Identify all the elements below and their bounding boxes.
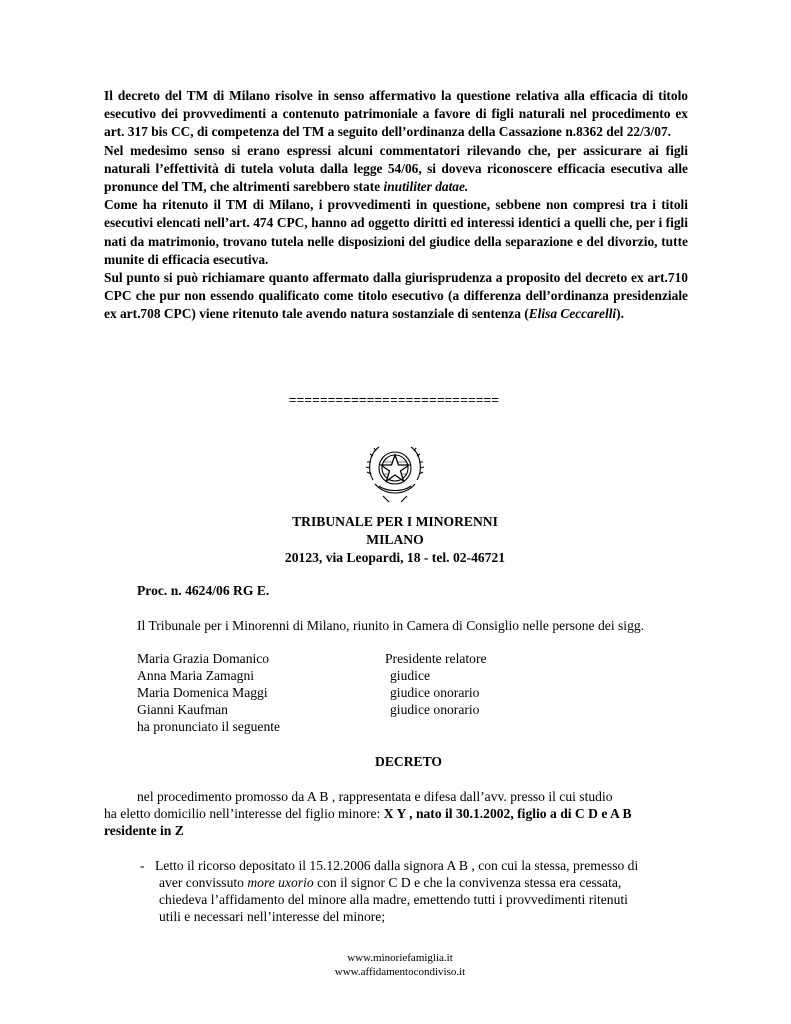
- minor-details: X Y , nato il 30.1.2002, figlio a di C D e A B: [383, 806, 632, 821]
- judge-name: Maria Grazia Domanico: [137, 651, 270, 666]
- bullet-line-2a: aver convissuto: [159, 875, 248, 890]
- court-address: 20123, via Leopardi, 18 - tel. 02-46721: [284, 550, 506, 565]
- italian-republic-emblem-icon: [365, 440, 425, 506]
- commentary-p2: Nel medesimo senso si erano espressi alcuni commentatori rilevando che, per assicurare ai figli naturali l’effettività di tutela voluta dalla legge 54/06, si doveva riconoscere efficacia esecutiva alle pronunce del TM, che altrimenti sarebbero state: [104, 142, 688, 195]
- judge-name: Maria Domenica Maggi: [137, 685, 268, 700]
- bullet-line-1: Letto il ricorso depositato il 15.12.2006 dalla signora A B , con cui la stessa, premesso di: [155, 858, 639, 873]
- commentary-p1: Il decreto del TM di Milano risolve in senso affermativo la questione relativa alla efficacia di titolo esecutivo dei provvedimenti a contenuto patrimoniale a favore di figli naturali nel procedimento ex art. 317 bis CC, di competenza del TM a seguito dell’ordinanza della Cassazione n.8362 del 22/3/07.: [104, 88, 688, 140]
- commentary: [104, 87, 688, 324]
- judge-role: giudice onorario: [390, 702, 480, 717]
- proceeding-line-2: [104, 806, 632, 822]
- judge-name: Gianni Kaufman: [137, 702, 228, 717]
- pronounced-line: ha pronunciato il seguente: [137, 719, 281, 734]
- commentary-p4: Sul punto si può richiamare quanto affermato dalla giurisprudenza a proposito del decreto ex art.710 CPC che pur non essendo qualificato come titolo esecutivo (a differenza dell’ordinanza presidenziale ex art.708 CPC) viene ritenuto tale avendo natura sostanziale di sentenza (: [104, 270, 688, 322]
- page-footer: [250, 951, 550, 979]
- judge-role: Presidente relatore: [385, 651, 487, 666]
- commentary-p4-end: ).: [616, 306, 624, 322]
- court-name: TRIBUNALE PER I MINORENNI: [292, 514, 498, 529]
- judge-role: giudice: [390, 668, 431, 683]
- proceeding-domicile: ha eletto domicilio nell’interesse del figlio minore:: [104, 806, 384, 821]
- judge-role: giudice onorario: [390, 685, 480, 700]
- bullet-line-3: chiedeva l’affidamento del minore alla madre, emettendo tutti i provvedimenti ritenuti: [159, 892, 628, 907]
- judge-name: Anna Maria Zamagni: [137, 668, 255, 683]
- proceeding-line-1: nel procedimento promosso da A B , rappresentata e difesa dall’avv. presso il cui studio: [137, 789, 613, 804]
- proceeding-number: Proc. n. 4624/06 RG E.: [137, 583, 270, 598]
- bullet-dash: -: [140, 858, 145, 873]
- section-separator: ===========================: [288, 392, 500, 407]
- court-intro-line: Il Tribunale per i Minorenni di Milano, riunito in Camera di Consiglio nelle persone dei sigg.: [137, 618, 645, 633]
- bullet-line-2b: con il signor C D e che la convivenza stessa era cessata,: [313, 875, 622, 890]
- bullet-line-2: [159, 875, 621, 891]
- commentary-p3: Come ha ritenuto il TM di Milano, i provvedimenti in questione, sebbene non compresi tra i titoli esecutivi elencati nell’art. 474 CPC, hanno ad oggetto diritti ed interessi identici a quelli che, per i figli nati da matrimonio, trovano tutela nelle disposizioni del giudice della separazione e del divorzio, tutte munite di efficacia esecutiva.: [104, 197, 688, 267]
- court-city: MILANO: [366, 532, 424, 547]
- bullet-italic: more uxorio: [247, 875, 314, 890]
- bullet-line-4: utili e necessari nell’interesse del minore;: [159, 909, 386, 924]
- proceeding-residence: residente in Z: [104, 823, 184, 838]
- court-header: [200, 513, 590, 567]
- commentary-p4-author: Elisa Ceccarelli: [528, 306, 617, 322]
- commentary-p2-italic: inutiliter datae.: [383, 179, 469, 195]
- footer-link-minoriefamiglia[interactable]: www.minoriefamiglia.it: [347, 952, 453, 964]
- footer-link-affidamento[interactable]: www.affidamentocondiviso.it: [334, 966, 466, 978]
- decree-title: DECRETO: [375, 754, 442, 769]
